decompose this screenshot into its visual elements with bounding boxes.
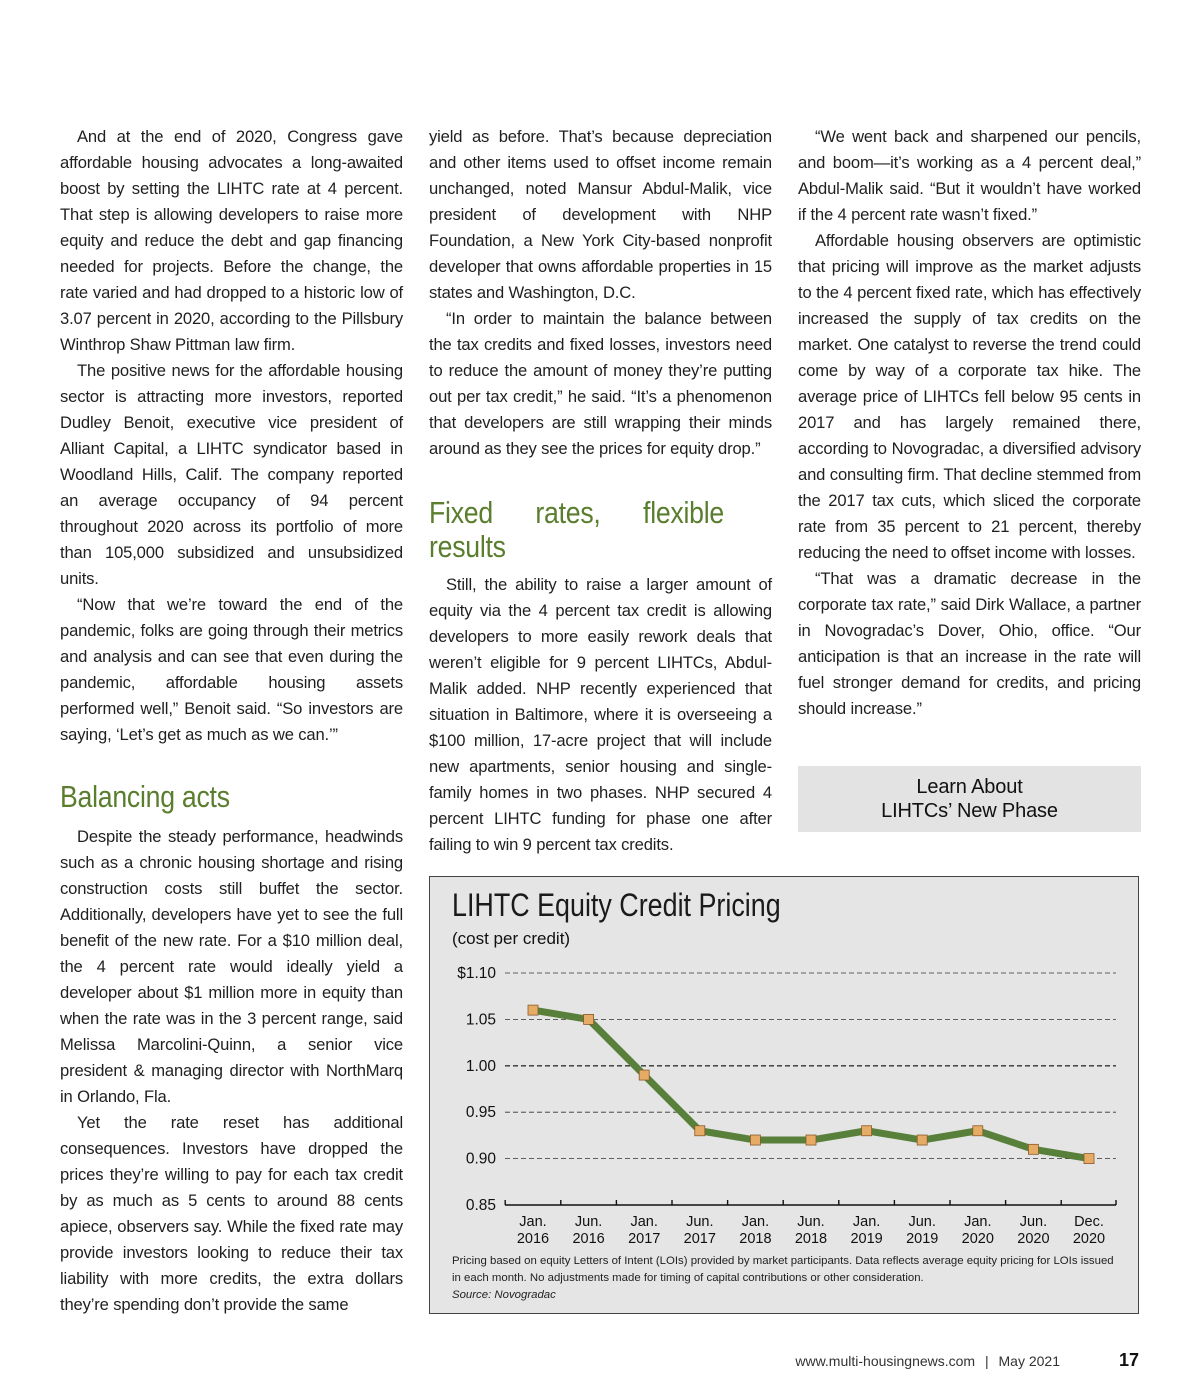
x-tick-label: Jan. 2019 bbox=[850, 1214, 883, 1247]
paragraph: And at the end of 2020, Congress gave affordable housing advocates a long-awaited boost by setting the LIHTC rate at 4 percent. That step is allowing developers to raise more equity and reduce the debt and gap financing needed for projects. Before the change, the rate varied and had dropped to a historic low of 3.07 percent in 2020, according to the Pillsbury Winthrop Shaw Pittman law firm. bbox=[60, 127, 403, 354]
article-column-1 bbox=[60, 124, 403, 1318]
data-point bbox=[1028, 1144, 1038, 1154]
x-tick-label: Dec. 2020 bbox=[1072, 1214, 1106, 1247]
data-point bbox=[806, 1135, 816, 1145]
article-column-2 bbox=[429, 124, 772, 858]
paragraph: Yet the rate reset has additional consequences. Investors have dropped the prices they’re willing to pay for each tax credit by as much as 5 cents to around 88 cents apiece, observers say. While the fixed rate may provide investors looking to reduce their tax liability with more credits, the extra dollars they’re spending don’t provide the same bbox=[60, 1113, 403, 1314]
y-tick-label: 1.05 bbox=[465, 1011, 496, 1029]
chart-note-text: Pricing based on equity Letters of Intent (LOIs) provided by market participants. Data reflects average equity pricing for LOIs issued in each month. No adjustments made for timing of capital contributions or other consideration. bbox=[452, 1255, 1114, 1284]
chart-note bbox=[452, 1253, 1116, 1304]
x-tick-label: Jun. 2019 bbox=[906, 1214, 939, 1247]
data-point bbox=[528, 1005, 538, 1015]
paragraph: Affordable housing observers are optimistic that pricing will improve as the market adjusts to the 4 percent fixed rate, which has effectively increased the supply of tax credits on the market. One catalyst to reverse the trend could come by way of a corporate tax hike. The average price of LIHTCs fell below 95 cents in 2017 and has largely remained there, according to Novogradac, a diversified advisory and consulting firm. That decline stemmed from the 2017 tax cuts, which sliced the corporate rate from 35 percent to 21 percent, thereby reducing the need to offset income with losses. bbox=[798, 231, 1141, 562]
callout-line-2: LIHTCs’ New Phase bbox=[881, 800, 1058, 822]
data-point bbox=[584, 1014, 594, 1024]
chart-title: LIHTC Equity Credit Pricing bbox=[452, 887, 781, 923]
y-tick-label: 0.95 bbox=[465, 1104, 496, 1122]
y-tick-label: 0.85 bbox=[465, 1197, 496, 1214]
x-tick-label: Jan. 2018 bbox=[739, 1214, 772, 1247]
lihtc-pricing-chart bbox=[429, 876, 1139, 1314]
page-number: 17 bbox=[1119, 1350, 1140, 1370]
paragraph: The positive news for the affordable housing sector is attracting more investors, reported Dudley Benoit, executive vice president of Alliant Capital, a LIHTC syndicator based in Woodland Hills, Calif. The company reported an average occupancy of 94 percent throughout 2020 across its portfolio of more than 105,000 subsidized and unsubsidized units. bbox=[60, 361, 403, 588]
x-tick-label: Jun. 2020 bbox=[1017, 1214, 1050, 1247]
article-column-3 bbox=[798, 124, 1141, 832]
paragraph: “We went back and sharpened our pencils, and boom—it’s working as a 4 percent deal,” Abdul-Malik said. “But it wouldn’t have worked if the 4 percent rate wasn’t fixed.” bbox=[798, 127, 1141, 224]
paragraph: Despite the steady performance, headwinds such as a chronic housing shortage and rising construction costs still buffet the sector. Additionally, developers have yet to see the full benefit of the new rate. For a $10 million deal, the 4 percent rate would ideally yield a developer about $1 million more in equity than when the rate was in the 3 percent range, said Melissa Marcolini-Quinn, a senior vice president & managing director with NorthMarq in Orlando, Fla. bbox=[60, 827, 403, 1106]
paragraph: “That was a dramatic decrease in the corporate tax rate,” said Dirk Wallace, a partner in Novogradac’s Dover, Ohio, office. “Our anticipation is that an increase in the rate will fuel stronger demand for credits, and pricing should increase.” bbox=[798, 569, 1141, 718]
section-heading-fixed-rates: Fixed rates, flexible results bbox=[429, 495, 724, 564]
page-footer bbox=[0, 1352, 1200, 1372]
section-heading-balancing-acts: Balancing acts bbox=[60, 779, 230, 814]
footer-url[interactable]: www.multi-housingnews.com bbox=[795, 1353, 976, 1369]
chart-plot bbox=[430, 877, 1137, 1312]
footer-publication-info bbox=[795, 1353, 1060, 1369]
x-tick-label: Jun. 2017 bbox=[683, 1214, 716, 1247]
data-point bbox=[917, 1135, 927, 1145]
data-point bbox=[862, 1126, 872, 1136]
paragraph: Still, the ability to raise a larger amount of equity via the 4 percent tax credit is allowing developers to more easily rework deals that weren’t eligible for 9 percent LIHTCs, Abdul-Malik added. NHP recently experienced that situation in Baltimore, where it is overseeing a $100 million, 17-acre project that will include new apartments, senior housing and single-family homes in two phases. NHP secured 4 percent LIHTC funding for phase one after failing to win 9 percent tax credits. bbox=[429, 575, 772, 854]
x-tick-label: Jun. 2016 bbox=[572, 1214, 605, 1247]
chart-subtitle: (cost per credit) bbox=[452, 929, 571, 948]
callout-line-1: Learn About bbox=[916, 776, 1023, 798]
y-tick-label: 1.00 bbox=[465, 1057, 496, 1075]
x-tick-label: Jan. 2020 bbox=[961, 1214, 994, 1247]
chart-source: Source: Novogradac bbox=[452, 1289, 556, 1301]
footer-separator: | bbox=[984, 1353, 989, 1369]
paragraph: “In order to maintain the balance between the tax credits and fixed losses, investors need to reduce the amount of money they’re putting out per tax credit,” he said. “It’s a phenomenon that developers are still wrapping their minds around as they see the prices for equity drop.” bbox=[429, 309, 772, 458]
data-point bbox=[695, 1126, 705, 1136]
data-point bbox=[1084, 1154, 1094, 1164]
data-point bbox=[973, 1126, 983, 1136]
paragraph: yield as before. That’s because depreciation and other items used to offset income remain unchanged, noted Mansur Abdul-Malik, vice president of development with NHP Foundation, a New York City-based nonprofit developer that owns affordable properties in 15 states and Washington, D.C. bbox=[429, 127, 772, 302]
y-tick-label: $1.10 bbox=[457, 965, 496, 982]
x-tick-label: Jan. 2017 bbox=[628, 1214, 661, 1247]
x-tick-label: Jan. 2016 bbox=[516, 1214, 550, 1247]
footer-date: May 2021 bbox=[998, 1353, 1060, 1369]
data-point bbox=[639, 1070, 649, 1080]
x-tick-label: Jun. 2018 bbox=[794, 1214, 828, 1247]
data-point bbox=[750, 1135, 760, 1145]
paragraph: “Now that we’re toward the end of the pandemic, folks are going through their metrics and analysis and can see that even during the pandemic, affordable housing assets performed well,” Benoit said. “So investors are saying, ‘Let’s get as much as we can.’” bbox=[60, 595, 403, 744]
learn-more-callout-link[interactable] bbox=[798, 766, 1141, 832]
y-tick-label: 0.90 bbox=[465, 1150, 496, 1168]
